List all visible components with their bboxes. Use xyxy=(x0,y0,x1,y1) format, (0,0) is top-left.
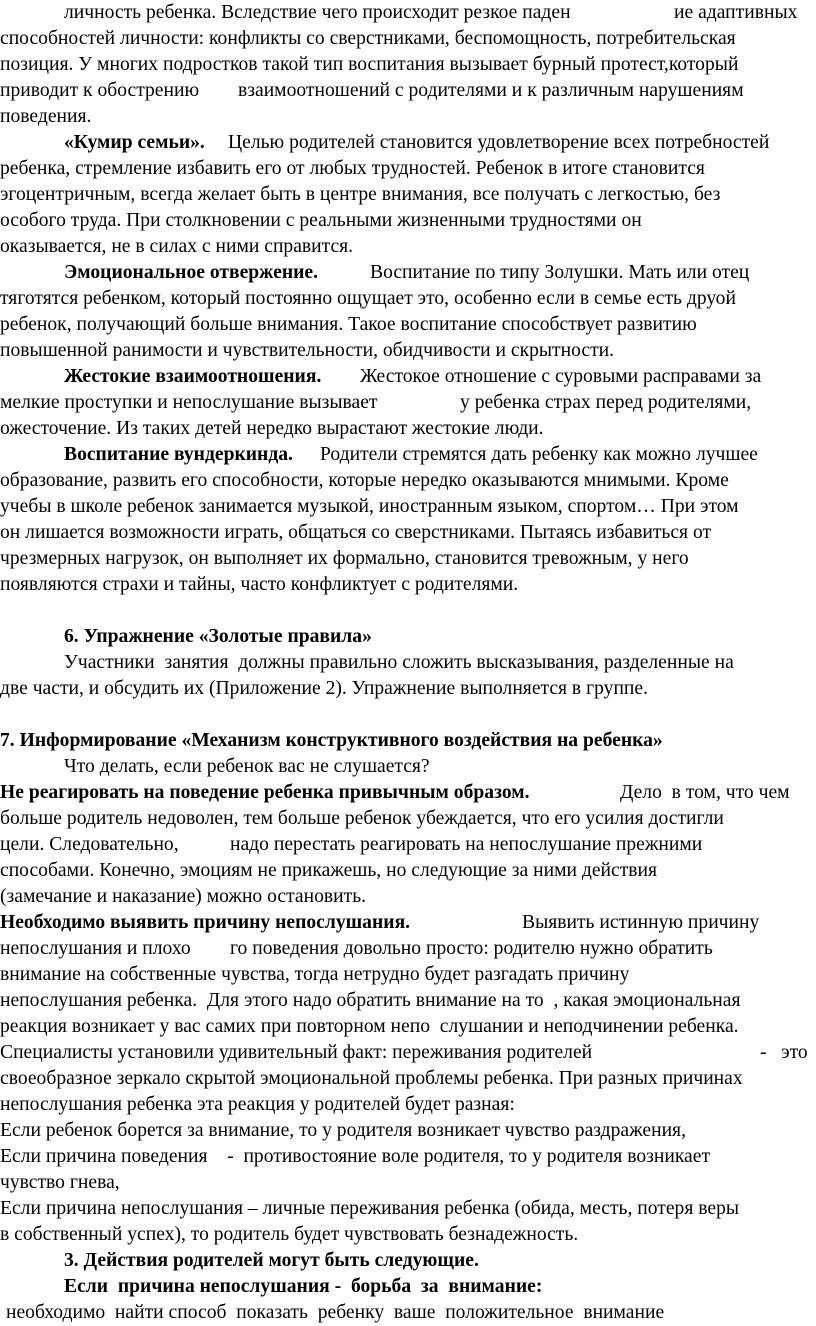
text-line xyxy=(0,910,816,936)
text-line xyxy=(0,728,816,754)
text-line xyxy=(0,546,816,572)
text-line xyxy=(0,416,816,442)
text-run: взаимоотношений с родителями и к различным нарушениям xyxy=(238,80,744,101)
bold-text-run: Эмоциональное отвержение. xyxy=(64,262,319,283)
text-line xyxy=(0,1196,816,1222)
text-line xyxy=(0,936,816,962)
text-run: личность ребенка. Вследствие чего происходит резкое паден xyxy=(64,2,571,23)
text-run: приводит к обострению xyxy=(0,80,200,101)
text-run: Если причина непослушания – личные переживания ребенка (обида, месть, потеря веры xyxy=(0,1198,740,1219)
text-line xyxy=(0,1144,816,1170)
text-run: Если причина поведения - противостояние воле родителя, то у родителя возникает xyxy=(0,1146,711,1167)
text-line xyxy=(0,1118,816,1144)
text-line xyxy=(0,104,816,130)
bold-text-run: 3. Действия родителей могут быть следующие. xyxy=(64,1250,479,1271)
text-line xyxy=(0,1040,816,1066)
text-line xyxy=(0,338,816,364)
text-line xyxy=(0,1248,816,1274)
text-run: эгоцентричным, всегда желает быть в центре внимания, все получать с легкостью, без xyxy=(0,184,721,205)
text-run: реакция возникает у вас самих при повторном непо слушании и неподчинении ребенка. xyxy=(0,1016,739,1037)
text-line xyxy=(0,1222,816,1248)
text-run: го поведения довольно просто: родителю нужно обратить xyxy=(230,938,713,959)
text-run: ребенок, получающий больше внимания. Такое воспитание способствует развитию xyxy=(0,314,697,335)
text-run: Родители стремятся дать ребенку как можно лучшее xyxy=(320,444,758,465)
bold-text-run: Если причина непослушания - борьба за внимание: xyxy=(64,1276,543,1297)
text-run: учебы в школе ребенок занимается музыкой, иностранным языком, спортом… При этом xyxy=(0,496,739,517)
text-line xyxy=(0,156,816,182)
text-run: образование, развить его способности, которые нередко оказываются мнимыми. Кроме xyxy=(0,470,729,491)
text-run: чувство гнева, xyxy=(0,1172,120,1193)
text-line xyxy=(0,390,816,416)
text-run: непослушания ребенка эта реакция у родителей будет разная: xyxy=(0,1094,515,1115)
bold-text-run: Воспитание вундеркинда. xyxy=(64,444,293,465)
text-line xyxy=(0,650,816,676)
text-run: ожесточение. Из таких детей нередко вырастают жестокие люди. xyxy=(0,418,544,439)
text-line xyxy=(0,130,816,156)
text-run: необходимо найти способ показать ребенку ваше положительное внимание xyxy=(6,1302,665,1323)
text-run: Воспитание по типу Золушки. Мать или отец xyxy=(370,262,750,283)
text-run: цели. Следовательно, xyxy=(0,834,179,855)
text-line xyxy=(0,806,816,832)
text-run: у ребенка страх перед родителями, xyxy=(460,392,752,413)
text-run: непослушания и плохо xyxy=(0,938,191,959)
text-run: (замечание и наказание) можно остановить. xyxy=(0,886,367,907)
text-line xyxy=(0,1274,816,1300)
text-line xyxy=(0,286,816,312)
text-run: тяготятся ребенком, который постоянно ощущает это, особенно если в семье есть друой xyxy=(0,288,736,309)
text-line xyxy=(0,1066,816,1092)
text-line xyxy=(0,702,816,728)
text-run: особого труда. При столкновении с реальными жизненными трудностями он xyxy=(0,210,642,231)
text-run: непослушания ребенка. Для этого надо обратить внимание на то , какая эмоциональная xyxy=(0,990,741,1011)
text-line xyxy=(0,962,816,988)
text-run: появляются страхи и тайны, часто конфликтует с родителями. xyxy=(0,574,519,595)
text-line xyxy=(0,52,816,78)
text-line xyxy=(0,1170,816,1196)
text-line xyxy=(0,832,816,858)
text-line xyxy=(0,598,816,624)
text-line xyxy=(0,988,816,1014)
text-run: он лишается возможности играть, общаться со сверстниками. Пытаясь избавиться от xyxy=(0,522,712,543)
text-run: чрезмерных нагрузок, он выполняет их формально, становится тревожным, у него xyxy=(0,548,689,569)
text-line xyxy=(0,1300,816,1326)
text-line xyxy=(0,234,816,260)
text-run: ребенка, стремление избавить его от любых трудностей. Ребенок в итоге становится xyxy=(0,158,705,179)
text-run: Если ребенок борется за внимание, то у родителя возникает чувство раздражения, xyxy=(0,1120,686,1141)
text-line xyxy=(0,312,816,338)
text-line xyxy=(0,1092,816,1118)
text-run: две части, и обсудить их (Приложение 2). Упражнение выполняется в группе. xyxy=(0,678,649,699)
text-run: позиция. У многих подростков такой тип воспитания вызывает бурный протест,который xyxy=(0,54,739,75)
bold-text-run: Жестокие взаимоотношения. xyxy=(64,366,322,387)
text-run: Целью родителей становится удовлетворение всех потребностей xyxy=(228,132,770,153)
text-line xyxy=(0,520,816,546)
text-run: в собственный успех), то родитель будет чувствовать безнадежность. xyxy=(0,1224,579,1245)
text-line xyxy=(0,780,816,806)
bold-text-run: «Кумир семьи». xyxy=(64,132,205,153)
text-line xyxy=(0,676,816,702)
text-line xyxy=(0,468,816,494)
bold-text-run: Необходимо выявить причину непослушания. xyxy=(0,912,411,933)
text-line xyxy=(0,0,816,26)
text-run: оказывается, не в силах с ними справится. xyxy=(0,236,354,257)
text-line xyxy=(0,884,816,910)
text-run: Участники занятия должны правильно сложить высказывания, разделенные на xyxy=(64,652,734,673)
text-run: надо перестать реагировать на непослушание прежними xyxy=(230,834,703,855)
bold-text-run: Не реагировать на поведение ребенка привычным образом. xyxy=(0,782,530,803)
text-run: способами. Конечно, эмоциям не прикажешь, но следующие за ними действия xyxy=(0,860,658,881)
text-run: Дело в том, что чем xyxy=(620,782,790,803)
text-run: Выявить истинную причину xyxy=(522,912,760,933)
text-line xyxy=(0,494,816,520)
bold-text-run: 7. Информирование «Механизм конструктивного воздействия на ребенка» xyxy=(0,730,663,751)
text-line xyxy=(0,182,816,208)
text-line xyxy=(0,1014,816,1040)
text-line xyxy=(0,364,816,390)
text-run: Жестокое отношение с суровыми расправами за xyxy=(360,366,762,387)
text-run: больше родитель недоволен, тем больше ребенок убеждается, что его усилия достигли xyxy=(0,808,724,829)
text-line xyxy=(0,442,816,468)
text-line xyxy=(0,208,816,234)
text-run: своеобразное зеркало скрытой эмоциональной проблемы ребенка. При разных причинах xyxy=(0,1068,743,1089)
text-line xyxy=(0,572,816,598)
text-run: - это xyxy=(760,1042,808,1063)
text-run: поведения. xyxy=(0,106,92,127)
text-run: мелкие проступки и непослушание вызывает xyxy=(0,392,378,413)
text-run: Что делать, если ребенок вас не слушается? xyxy=(64,756,430,777)
bold-text-run: 6. Упражнение «Золотые правила» xyxy=(64,626,372,647)
text-line xyxy=(0,754,816,780)
text-line xyxy=(0,78,816,104)
text-line xyxy=(0,26,816,52)
text-run: ие адаптивных xyxy=(674,2,798,23)
text-run: Специалисты установили удивительный факт: переживания родителей xyxy=(0,1042,593,1063)
text-line xyxy=(0,260,816,286)
text-run: внимание на собственные чувства, тогда нетрудно будет разгадать причину xyxy=(0,964,630,985)
text-line xyxy=(0,858,816,884)
text-run: способностей личности: конфликты со сверстниками, беспомощность, потребительская xyxy=(0,28,736,49)
text-run: повышенной ранимости и чувствительности, обидчивости и скрытности. xyxy=(0,340,615,361)
text-line xyxy=(0,624,816,650)
